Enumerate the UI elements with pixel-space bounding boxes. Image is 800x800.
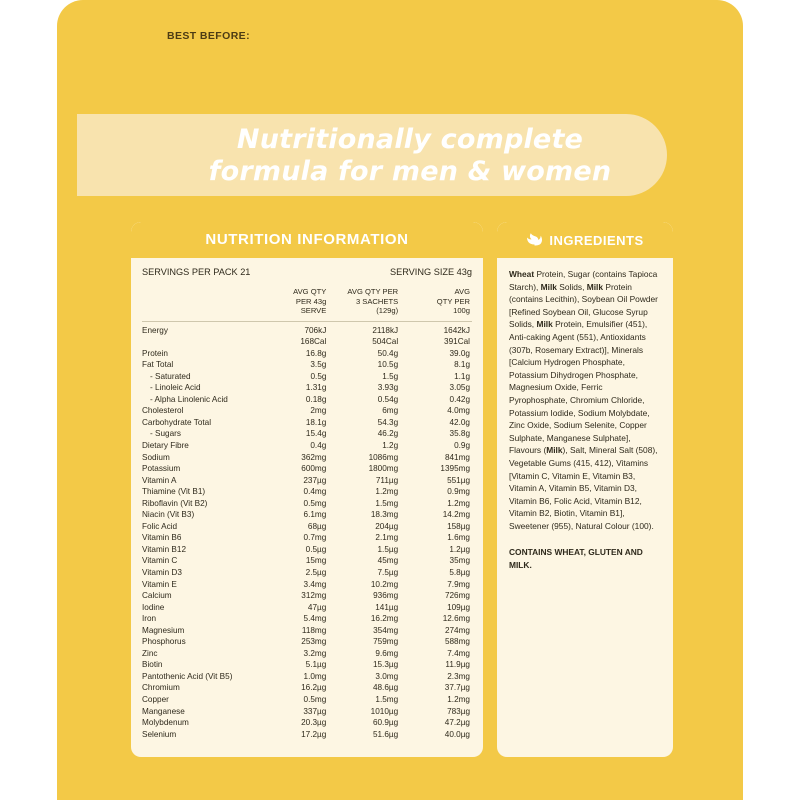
nutrition-cell-serve: 16.2µg [301,683,327,693]
nutrition-cell-name: Thiamine (Vit B1) [142,487,206,497]
nutrition-cell-sachets: 48.6µg [372,683,399,693]
nutrition-cell-sachets: 936mg [373,591,399,601]
nutrition-cell-sachets: 354mg [373,625,399,635]
nutrition-row [142,717,472,729]
nutrition-title: NUTRITION INFORMATION [131,222,483,258]
nutrition-row [142,671,472,683]
nutrition-cell-serve: 15mg [305,556,327,566]
nutrition-cell-sachets: 1.2g [382,440,399,450]
nutrition-information-card [131,222,483,757]
nutrition-cell-per100: 1642kJ [443,325,470,335]
nutrition-cell-serve: 362mg [301,452,327,462]
nutrition-cell-per100: 35mg [449,556,470,566]
nutrition-cell-sachets: 50.4g [377,348,399,358]
nutrition-cell-serve: 237µg [303,475,327,485]
ingredients-title: INGREDIENTS [549,232,644,248]
nutrition-cell-name: Iodine [142,602,165,612]
nutrition-cell-serve: 5.4mg [303,614,327,624]
nutrition-cell-serve: 0.7mg [303,533,327,543]
nutrition-row [142,659,472,671]
nutrition-cell-serve: 253mg [301,637,327,647]
nutrition-row [142,371,472,383]
nutrition-row [142,440,472,452]
nutrition-cell-sachets: 3.0mg [375,671,399,681]
nutrition-row [142,509,472,521]
nutrition-cell-name: Riboflavin (Vit B2) [142,498,208,508]
nutrition-row [142,544,472,556]
nutrition-cell-per100: 1.1g [454,371,471,381]
nutrition-cell-name: Selenium [142,729,177,739]
nutrition-cell-serve: 5.1µg [305,660,327,670]
nutrition-cell-name: Zinc [142,648,158,658]
nutrition-cell-name: Manganese [142,706,185,716]
nutrition-cell-sachets: 46.2g [377,429,399,439]
nutrition-cell-sachets: 759mg [373,637,399,647]
nutrition-row [142,452,472,464]
nutrition-cell-sachets: 6mg [382,406,399,416]
allergen-statement: CONTAINS WHEAT, GLUTEN AND MILK. [509,547,643,570]
nutrition-cell-sachets: 1800mg [368,464,399,474]
nutrition-cell-name: Vitamin E [142,579,177,589]
nutrition-cell-serve: 68µg [307,521,327,531]
nutrition-cell-sachets: 1010µg [370,706,399,716]
nutrition-cell-name: Molybdenum [142,718,189,728]
nutrition-row [142,521,472,533]
nutrition-cell-name: Iron [142,614,157,624]
nutrition-cell-per100: 35.8g [449,429,471,439]
nutrition-cell-sachets: 10.2mg [370,579,399,589]
nutrition-cell-name: Vitamin B6 [142,533,182,543]
nutrition-cell-per100: 551µg [447,475,470,485]
nutrition-row [142,394,472,406]
nutrition-cell-name: Vitamin D3 [142,567,182,577]
nutrition-cell-serve: 337µg [303,706,327,716]
nutrition-cell-serve: 312mg [301,591,327,601]
nutrition-cell-sachets: 7.5µg [377,567,399,577]
nutrition-cell-sachets: 2118kJ [372,325,399,335]
nutrition-row [142,359,472,371]
nutrition-cell-sachets: 1.2mg [375,487,399,497]
nutrition-cell-per100: 588mg [444,637,470,647]
col-serve-line1: AVG QTY [293,287,327,296]
nutrition-cell-sachets: 9.6mg [375,648,399,658]
nutrition-cell-name: Vitamin A [142,475,177,485]
nutrition-row [142,706,472,718]
nutrition-cell-name [142,336,256,348]
nutrition-cell-serve: 118mg [301,625,327,635]
nutrition-row [142,636,472,648]
nutrition-row [142,729,472,741]
nutrition-row [142,567,472,579]
nutrition-cell-sachets: 0.54g [377,394,399,404]
nutrition-cell-per100: 158µg [447,521,470,531]
column-header-blank [142,287,256,316]
nutrition-cell-serve: 600mg [301,464,327,474]
serving-size: SERVING SIZE 43g [389,267,472,277]
nutrition-cell-per100: 1.6mg [447,533,470,543]
nutrition-cell-name: Energy [142,325,168,335]
nutrition-cell-per100: 14.2mg [442,510,470,520]
nutrition-cell-per100: 726mg [444,591,470,601]
nutrition-cell-per100: 1395mg [440,464,470,474]
nutrition-cell-per100: 2.3mg [447,671,470,681]
nutrition-cell-per100: 274mg [444,625,470,635]
nutrition-cell-serve: 20.3µg [301,718,327,728]
nutrition-cell-per100: 1.2mg [447,695,470,704]
leaf-icon [526,231,543,249]
nutrition-column-headers [131,281,483,319]
nutrition-cell-name: Potassium [142,464,181,474]
nutrition-row [142,498,472,510]
nutrition-cell-per100: 11.9µg [445,660,470,670]
nutrition-cell-per100: 40.0µg [444,729,470,739]
nutrition-cell-per100: 4.0mg [447,406,470,416]
nutrition-cell-sachets: 1.5g [382,371,399,381]
nutrition-cell-name: Fat Total [142,360,174,370]
headline-text [150,124,670,188]
col-per100-line2: QTY PER [436,296,470,306]
nutrition-cell-per100: 8.1g [454,360,470,370]
nutrition-cell-serve: 0.4mg [303,487,327,497]
col-serve-line2: PER 43g [295,296,327,306]
nutrition-cell-sachets: 504Cal [372,337,399,347]
nutrition-cell-sachets: 3.93g [377,383,399,393]
nutrition-row [142,348,472,360]
nutrition-cell-sachets: 1.5µg [377,544,399,554]
nutrition-row [142,590,472,602]
servings-row [131,258,483,281]
col-sachets-line2: 3 SACHETS [355,296,399,306]
nutrition-cell-serve: 0.5g [310,371,327,381]
nutrition-cell-serve: 1.31g [305,383,327,393]
nutrition-cell-serve: 16.8g [305,348,327,358]
nutrition-table [131,325,483,741]
nutrition-cell-serve: 168Cal [300,337,327,347]
nutrition-cell-name: - Alpha Linolenic Acid [150,394,228,404]
nutrition-cell-per100: 783µg [447,706,470,716]
nutrition-cell-sachets: 60.9µg [372,718,399,728]
col-per100-line3: 100g [453,306,470,315]
nutrition-cell-name: Folic Acid [142,521,178,531]
nutrition-cell-per100: 42.0g [449,417,470,427]
col-sachets-line3: (129g) [376,306,399,315]
nutrition-cell-per100: 841mg [444,452,470,462]
nutrition-cell-per100: 12.6mg [442,614,470,624]
nutrition-cell-sachets: 54.3g [377,417,399,427]
best-before-label: BEST BEFORE: [167,30,250,42]
nutrition-cell-sachets: 1.5mg [375,498,399,508]
nutrition-cell-sachets: 45mg [377,556,399,566]
nutrition-cell-per100: 7.4mg [447,648,470,658]
nutrition-cell-name: Biotin [142,660,163,670]
nutrition-cell-per100: 391Cal [444,337,470,347]
nutrition-cell-sachets: 2.1mg [375,533,399,543]
nutrition-cell-name: - Sugars [150,429,181,439]
ingredients-title-bar [497,222,673,258]
nutrition-cell-name: Copper [142,695,169,704]
nutrition-cell-per100: 39.0g [449,348,470,358]
nutrition-cell-name: Niacin (Vit B3) [142,510,195,520]
nutrition-cell-serve: 2mg [310,406,327,416]
nutrition-cell-sachets: 15.3µg [372,660,399,670]
nutrition-row [142,475,472,487]
nutrition-row [142,532,472,544]
nutrition-cell-name: - Linoleic Acid [150,383,201,393]
nutrition-row [142,382,472,394]
nutrition-cell-sachets: 204µg [375,521,399,531]
nutrition-row [142,602,472,614]
headline-line-2: formula for men & women [208,156,612,187]
col-serve-line3: SERVE [300,306,327,315]
nutrition-row [142,486,472,498]
nutrition-cell-per100: 1.2µg [449,544,470,554]
ingredients-text: Wheat Protein, Sugar (contains Tapioca Starch), Milk Solids, Milk Protein (contains Lecithin), Soybean Oil Powder [Refined Soybean Oil, Glucose Syrup Solids, Milk Protein, Emulsifier (451), Anti-caking Agent (551), Antioxidants (307b, Rosemary Extract)], Minerals [Calcium Hydrogen Phosphate, Potassium Dihydrogen Phosphate, Magnesium Oxide, Ferric Pyrophosphate, Chromium Chloride, Potassium Iodide, Sodium Molybdate, Zinc Oxide, Sodium Selenite, Copper Sulphate, Manganese Sulphate], Flavours (Milk), Salt, Mineral Salt (508), Vegetable Gums (415, 412), Vitamins [Vitamin C, Vitamin E, Vitamin B3, Vitamin A, Vitamin B5, Vitamin D3, Vitamin B6, Folic Acid, Vitamin B12, Vitamin B2, Biotin, Vitamin B1], Sweetener (955), Natural Colour (100). [509,269,658,531]
nutrition-cell-per100: 7.9mg [447,579,470,589]
nutrition-cell-serve: 0.18g [305,394,327,404]
nutrition-row [142,555,472,567]
nutrition-row [142,579,472,591]
nutrition-cell-name: Dietary Fibre [142,440,189,450]
col-sachets-line1: AVG QTY PER [347,287,399,296]
nutrition-row [142,694,472,706]
nutrition-row [142,325,472,337]
nutrition-cell-serve: 6.1mg [303,510,327,520]
nutrition-row [142,463,472,475]
nutrition-cell-serve: 0.5µg [305,544,327,554]
nutrition-cell-serve: 0.4g [310,440,327,450]
column-header-per100 [400,287,472,316]
nutrition-row [142,336,472,348]
nutrition-cell-serve: 18.1g [305,417,327,427]
nutrition-row [142,428,472,440]
nutrition-cell-serve: 2.5µg [305,567,327,577]
nutrition-cell-name: Cholesterol [142,406,184,416]
nutrition-cell-name: Chromium [142,683,180,693]
nutrition-cell-per100: 0.9g [454,440,470,450]
nutrition-cell-per100: 47.2µg [444,718,470,728]
column-header-sachets [328,287,400,316]
nutrition-cell-name: Vitamin C [142,556,178,566]
nutrition-cell-per100: 1.2mg [447,498,470,508]
nutrition-cell-name: Carbohydrate Total [142,417,212,427]
nutrition-cell-name: Pantothenic Acid (Vit B5) [142,671,233,681]
nutrition-cell-name: Magnesium [142,625,185,635]
nutrition-cell-sachets: 18.3mg [370,510,399,520]
nutrition-cell-serve: 3.5g [310,360,327,370]
nutrition-cell-name: Vitamin B12 [142,544,186,554]
nutrition-cell-sachets: 711µg [375,475,399,485]
nutrition-cell-per100: 109µg [447,602,470,612]
nutrition-cell-per100: 5.8µg [449,567,470,577]
headline-line-1: Nutritionally complete [236,124,584,155]
nutrition-cell-per100: 37.7µg [444,683,470,693]
nutrition-row [142,625,472,637]
nutrition-cell-sachets: 141µg [375,602,399,612]
nutrition-cell-serve: 0.5mg [303,498,327,508]
column-header-serve [256,287,328,316]
nutrition-cell-name: Phosphorus [142,637,186,647]
ingredients-card [497,222,673,757]
nutrition-cell-sachets: 1.5mg [375,695,399,704]
nutrition-cell-per100: 0.42g [449,394,471,404]
nutrition-cell-per100: 0.9mg [447,487,470,497]
nutrition-cell-sachets: 51.6µg [372,729,399,739]
nutrition-cell-serve: 3.2mg [303,648,327,658]
nutrition-cell-serve: 3.4mg [303,579,327,589]
nutrition-row [142,648,472,660]
nutrition-cell-serve: 47µg [307,602,327,612]
nutrition-row [142,613,472,625]
nutrition-cell-serve: 15.4g [305,429,327,439]
nutrition-cell-per100: 3.05g [449,383,471,393]
nutrition-cell-sachets: 1086mg [368,452,399,462]
nutrition-cell-serve: 706kJ [304,325,327,335]
nutrition-row [142,417,472,429]
nutrition-cell-name: - Saturated [150,371,191,381]
nutrition-cell-sachets: 10.5g [377,360,399,370]
servings-per-pack: SERVINGS PER PACK 21 [142,267,251,277]
nutrition-cell-name: Sodium [142,452,170,462]
nutrition-row [142,682,472,694]
nutrition-cell-serve: 17.2µg [301,729,327,739]
nutrition-cell-serve: 0.5mg [303,695,327,704]
header-divider [142,321,472,322]
nutrition-cell-name: Calcium [142,591,172,601]
nutrition-cell-name: Protein [142,348,168,358]
nutrition-row [142,405,472,417]
nutrition-cell-sachets: 16.2mg [370,614,399,624]
nutrition-cell-serve: 1.0mg [303,671,327,681]
col-per100-line1: AVG [454,287,470,296]
